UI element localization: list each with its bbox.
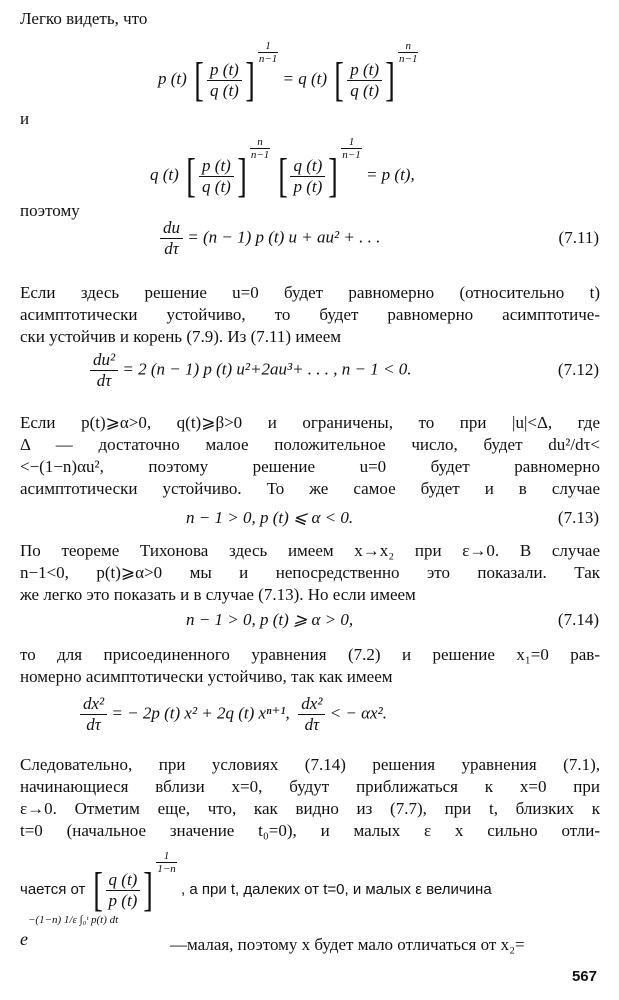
text-line: Δ — достаточно малое положительное число, будет du²/dτ< — [20, 435, 600, 454]
equation-number: (7.13) — [557, 508, 599, 527]
text-line: n−1<0, p(t)⩾α>0 мы и непосредственно это показали. Так — [20, 563, 600, 582]
equation-7-13: n − 1 > 0, p (t) ⩽ α < 0. — [186, 508, 354, 527]
equation-number: (7.12) — [557, 360, 599, 379]
text-line-with-exponential: $e^{-(1-n) 1/\varepsilon \int_0ᵗ p(t) dt}$ —малая, поэтому x будет мало отличаться от x₂= — [20, 914, 525, 954]
text-line: номерно асимптотически устойчиво, так как имеем — [20, 667, 393, 686]
text-line: Легко видеть, что — [20, 9, 148, 28]
text-line: асимптотически устойчиво. То же самое будет и в случае — [20, 479, 600, 498]
text-line: Следовательно, при условиях (7.14) решения уравнения (7.1), — [20, 755, 600, 774]
text-line: то для присоединенного уравнения (7.2) и решение x₁=0 рав- — [20, 645, 600, 664]
equation-1: p (t) [ $\frac{p (t)}{q (t)}$ ] $\frac{1}{n-1}$ = q (t) [ $\frac{p (t)}{q (t)}$ ] $\frac{n}{n-1}$ — [158, 40, 418, 107]
equation-dx2: $\frac{\text{dx²}}{d\tau}$ = − 2p (t) x² + 2q (t) xⁿ⁺¹, $\frac{\text{dx²}}{d\tau}$ < − αx². — [80, 694, 387, 735]
equation-7-11: $\frac{du}{d\tau}$ = (n − 1) p (t) u + au² + . . . — [160, 218, 380, 259]
equation-number: (7.14) — [557, 610, 599, 629]
text-line: По теореме Тихонова здесь имеем x→x₂ при ε→0. В случае — [20, 541, 600, 560]
page-number: 567 — [571, 968, 597, 985]
text-line: Если p(t)⩾α>0, q(t)⩾β>0 и ограничены, то при |u|<Δ, где — [20, 413, 600, 432]
text-line: начинающиеся вблизи x=0, будут приближаться к x=0 при — [20, 777, 600, 796]
text-line: ε→0. Отметим еще, что, как видно из (7.7), при t, близких к — [20, 799, 600, 818]
text-line: Если здесь решение u=0 будет равномерно (относительно t) — [20, 283, 600, 302]
text-line: и — [20, 109, 30, 128]
text-line: поэтому — [20, 201, 80, 220]
text-line: t=0 (начальное значение t₀=0), и малых ε x сильно отли- — [20, 821, 600, 840]
equation-2: q (t) [ $\frac{p (t)}{q (t)}$ ] $\frac{n}{n-1}$ [ $\frac{q (t)}{p (t)}$ ] $\frac{1}{n-1}$ = p (t), — [150, 136, 415, 203]
equation-7-14: n − 1 > 0, p (t) ⩾ α > 0, — [186, 610, 354, 629]
text-line: асимптотически устойчиво, то будет равномерно асимптотиче- — [20, 305, 600, 324]
text-line: же легко это показать и в случае (7.13). Но если имеем — [20, 585, 416, 604]
text-line: <−(1−n)αu², поэтому решение u=0 будет равномерно — [20, 457, 600, 476]
equation-number: (7.11) — [558, 228, 599, 247]
equation-7-12: $\frac{\text{du²}}{d\tau}$ = 2 (n − 1) p (t) u²+2au³+ . . . , n − 1 < 0. — [90, 350, 412, 391]
text-line-with-formula: чается от [ $\frac{q (t)}{p (t)}$ ] $\frac{1}{1-n}$ , а при t, далеких от t=0, и малых ε величина — [20, 850, 492, 917]
text-line: ски устойчив и корень (7.9). Из (7.11) имеем — [20, 327, 342, 346]
